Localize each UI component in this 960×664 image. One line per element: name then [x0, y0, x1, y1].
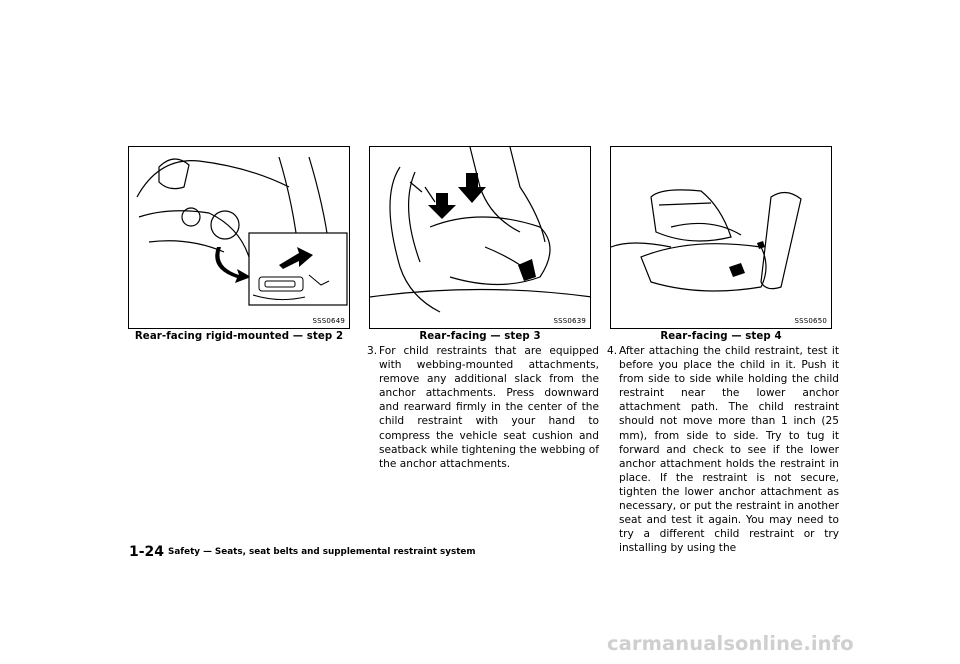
figure-caption: Rear-facing rigid-mounted — step 2	[134, 331, 344, 342]
page-number: 1-24	[129, 544, 165, 560]
illustration-press-seat	[370, 147, 591, 329]
illustration-test-restraint	[611, 147, 832, 329]
figure-step-4	[610, 146, 832, 329]
step-text: After attaching the child restraint, test it before you place the child in it. Push it from side to side while holding the child restraint near the lower anchor attachment path. The child restraint should not move more than 1 inch (25 mm), from side to side. Try to tug it forward and check to see if the lower anchor attachment holds the restraint in place. If the restraint is not secure, tighten the lower anchor attachment as necessary, or put the restraint in another seat and test it again. You may need to try a different child restraint or try installing by using the	[619, 345, 839, 555]
figure-code: SSS0650	[794, 317, 827, 325]
step-number: 4.	[607, 345, 618, 357]
step-4-paragraph	[607, 344, 839, 555]
watermark: carmanualsonline.info	[607, 632, 854, 655]
step-3-paragraph	[367, 344, 599, 471]
running-title: Safety — Seats, seat belts and supplemental restraint system	[168, 547, 476, 557]
figure-code: SSS0649	[312, 317, 345, 325]
illustration-seat-rigid-mount	[129, 147, 350, 329]
step-number: 3.	[367, 345, 378, 357]
step-text: For child restraints that are equipped with webbing-mounted attachments, remove any additional slack from the anchor attachments. Press downward and rearward firmly in the center of the child restraint with your hand to compress the vehicle seat cushion and seatback while tightening the webbing of the anchor attachments.	[379, 345, 599, 470]
figure-caption: Rear-facing — step 3	[419, 331, 541, 342]
figure-code: SSS0639	[553, 317, 586, 325]
figure-rigid-mounted-step-2	[128, 146, 350, 329]
figure-step-3	[369, 146, 591, 329]
figure-caption: Rear-facing — step 4	[660, 331, 782, 342]
